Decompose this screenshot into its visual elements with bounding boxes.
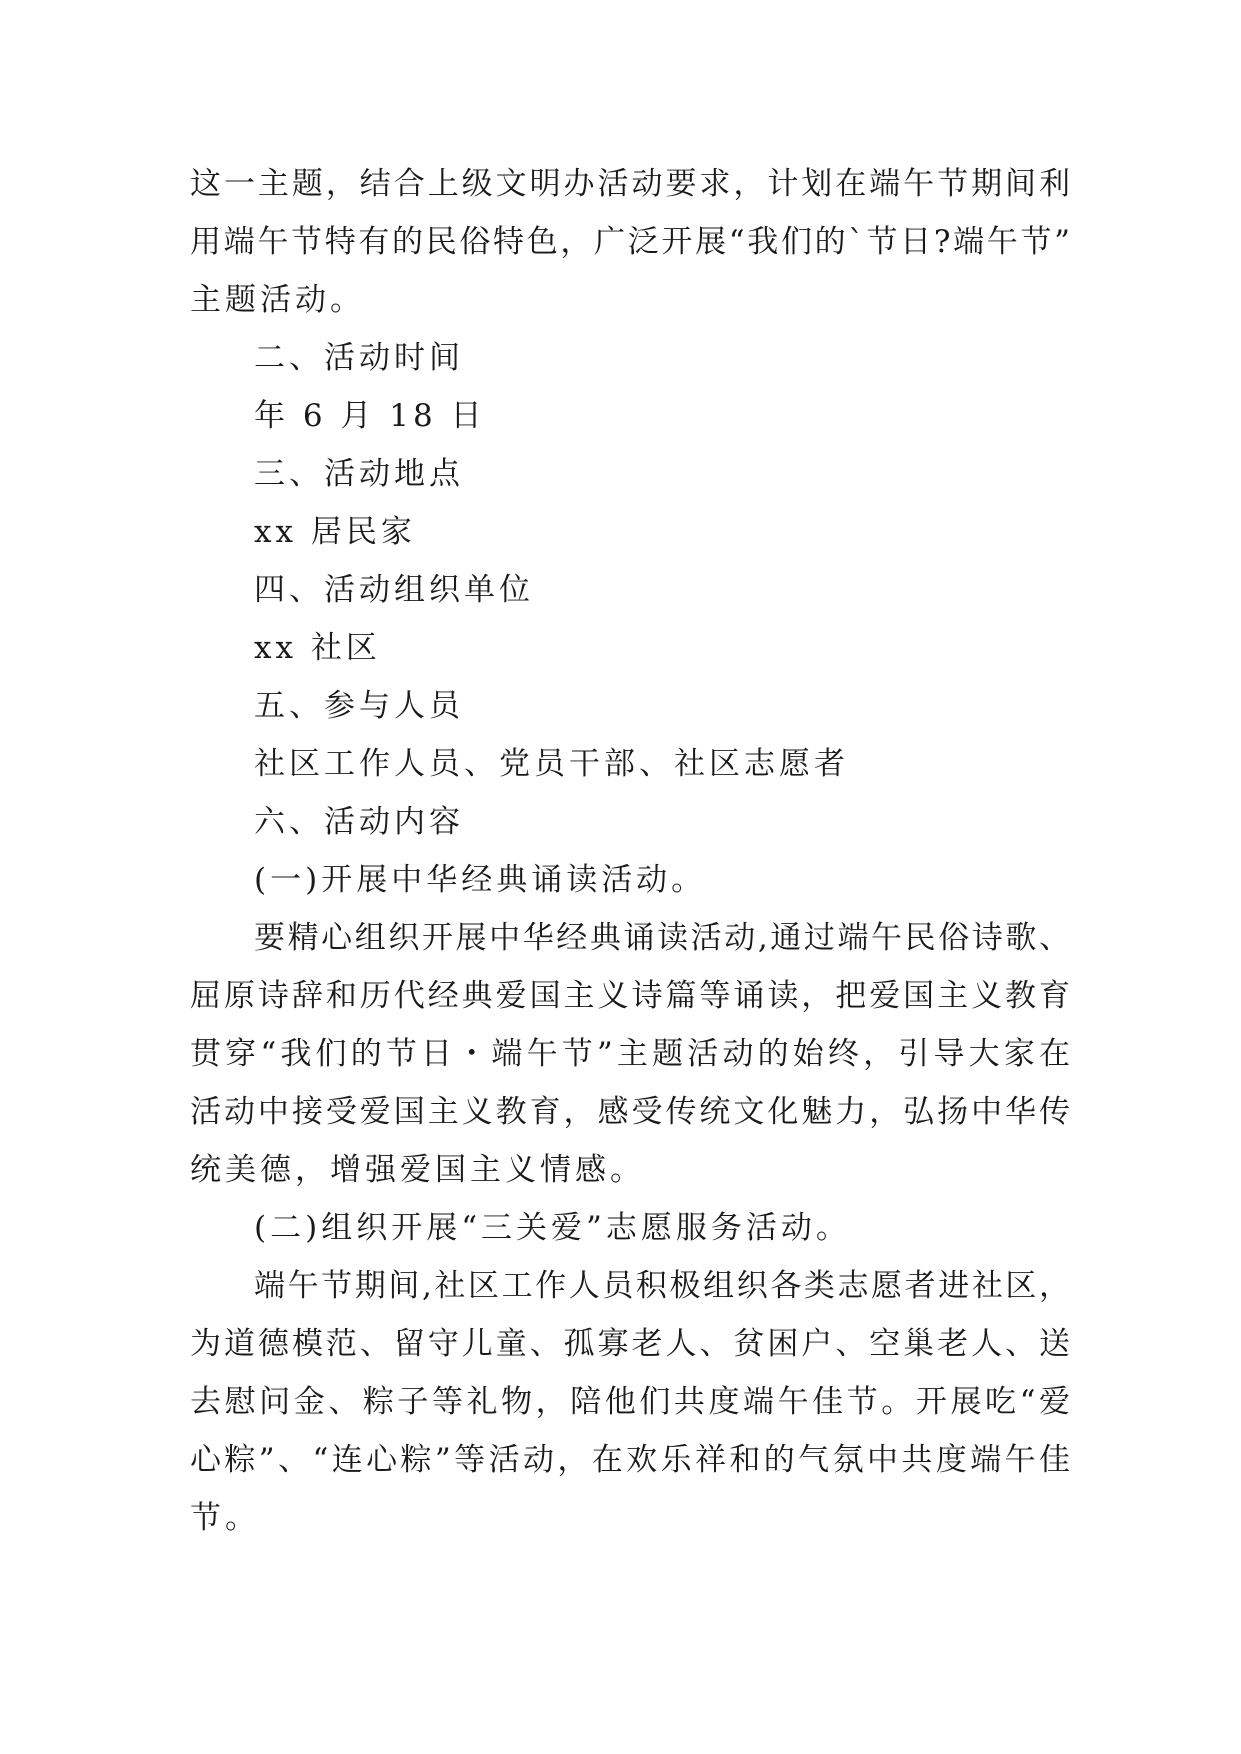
paragraph-line: 主题活动。: [190, 282, 365, 318]
paragraph-line: 要精心组织开展中华经典诵读活动,通过端午民俗诗歌、: [254, 920, 1070, 956]
paragraph-line: 屈原诗辞和历代经典爱国主义诗篇等诵读，把爱国主义教育: [190, 978, 1070, 1014]
section-heading: 二、活动时间: [254, 340, 464, 376]
paragraph-line: 端午节期间,社区工作人员积极组织各类志愿者进社区，: [254, 1268, 1070, 1304]
paragraph-line: xx 社区: [254, 630, 381, 666]
paragraph-line: 贯穿“我们的节日・端午节”主题活动的始终，引导大家在: [190, 1036, 1070, 1072]
section-heading: 三、活动地点: [254, 456, 464, 492]
paragraph-line: xx 居民家: [254, 514, 416, 550]
paragraph-line: 去慰问金、粽子等礼物，陪他们共度端午佳节。开展吃“爱: [190, 1384, 1070, 1420]
paragraph-line: 这一主题，结合上级文明办活动要求，计划在端午节期间利: [190, 166, 1070, 202]
section-heading: 四、活动组织单位: [254, 572, 534, 608]
section-heading: 五、参与人员: [254, 688, 464, 724]
paragraph-line: 统美德，增强爱国主义情感。: [190, 1152, 645, 1188]
section-heading: 六、活动内容: [254, 804, 464, 840]
paragraph-line: 节。: [190, 1500, 260, 1536]
subsection-heading: (二)组织开展“三关爱”志愿服务活动。: [254, 1210, 851, 1246]
paragraph-line: 为道德模范、留守儿童、孤寡老人、贫困户、空巢老人、送: [190, 1326, 1070, 1362]
paragraph-line: 社区工作人员、党员干部、社区志愿者: [254, 746, 849, 782]
paragraph-line: 活动中接受爱国主义教育，感受传统文化魅力，弘扬中华传: [190, 1094, 1070, 1130]
paragraph-line: 年 6 月 18 日: [254, 398, 486, 434]
paragraph-line: 用端午节特有的民俗特色，广泛开展“我们的`节日?端午节”: [190, 224, 1070, 260]
subsection-heading: (一)开展中华经典诵读活动。: [254, 862, 707, 898]
paragraph-line: 心粽”、“连心粽”等活动，在欢乐祥和的气氛中共度端午佳: [190, 1442, 1070, 1478]
